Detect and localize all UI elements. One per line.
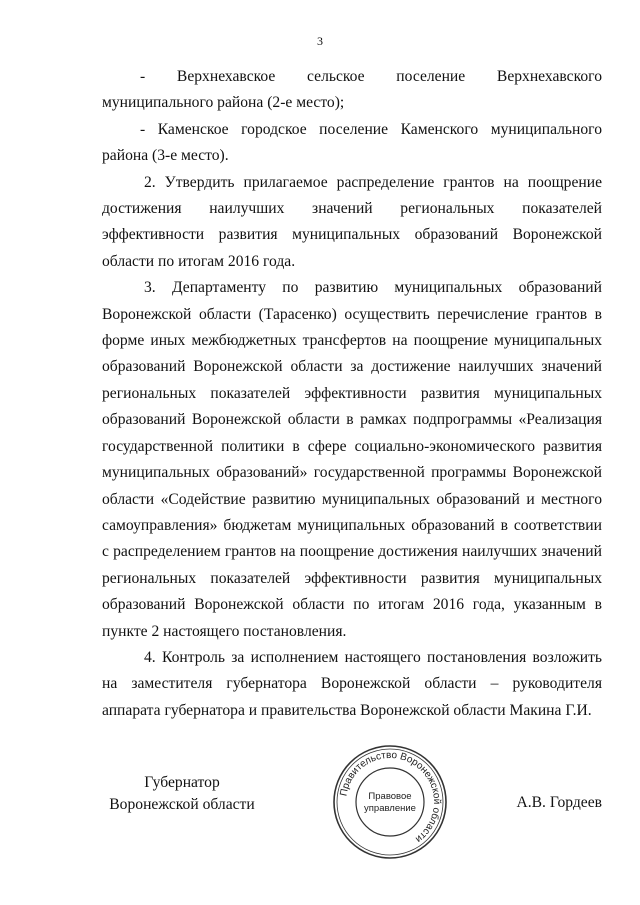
signatory-position-line-1: Губернатор <box>144 774 220 791</box>
page-number: 3 <box>317 34 323 48</box>
paragraph-list-item-2: - Каменское городское поселение Каменского муниципального района (3-е место). <box>102 120 602 165</box>
official-stamp <box>331 743 449 861</box>
paragraph-item-2: 2. Утвердить прилагаемое распределение грантов на поощрение достижения наилучших значений региональных показателей эффективности развития муниципальных образований Воронежской области по итогам 2016 года. <box>102 173 602 270</box>
stamp-center-line-2: управление <box>364 803 416 814</box>
paragraph-list-item-1: - Верхнехавское сельское поселение Верхнехавского муниципального района (2-е место); <box>102 68 602 112</box>
signatory-position <box>92 772 272 816</box>
paragraph-item-3: 3. Департаменту по развитию муниципальных образований Воронежской области (Тарасенко) осуществить перечисление грантов в форме иных межбюджетных трансфертов на поощрение муниципальных образований Воронежской области за достижение наилучших значений региональных показателей эффективности развития муниципальных образований Воронежской области в рамках подпрограммы «Реализация государственной политики в сфере социально-экономического развития муниципальных образований» государственной программы Воронежской области «Содействие развитию муниципальных образований и местного самоуправления» бюджетам муниципальных образований в соответствии с распределением грантов на поощрение достижения наилучших значений региональных показателей эффективности развития муниципальных образований Воронежской области по итогам 2016 года, указанным в пункте 2 настоящего постановления. <box>102 279 602 640</box>
stamp-ring-text: Правительство Воронежской области <box>338 749 443 845</box>
signatory-position-line-2: Воронежской области <box>109 796 255 813</box>
signatory-name: А.В. Гордеев <box>516 794 602 811</box>
paragraph-item-4: 4. Контроль за исполнением настоящего постановления возложить на заместителя губернатора Воронежской области – руководителя аппарата губернатора и правительства Воронежской области Макина Г.И. <box>102 648 602 719</box>
document-body <box>102 64 602 724</box>
stamp-center-line-1: Правовое <box>368 791 412 802</box>
